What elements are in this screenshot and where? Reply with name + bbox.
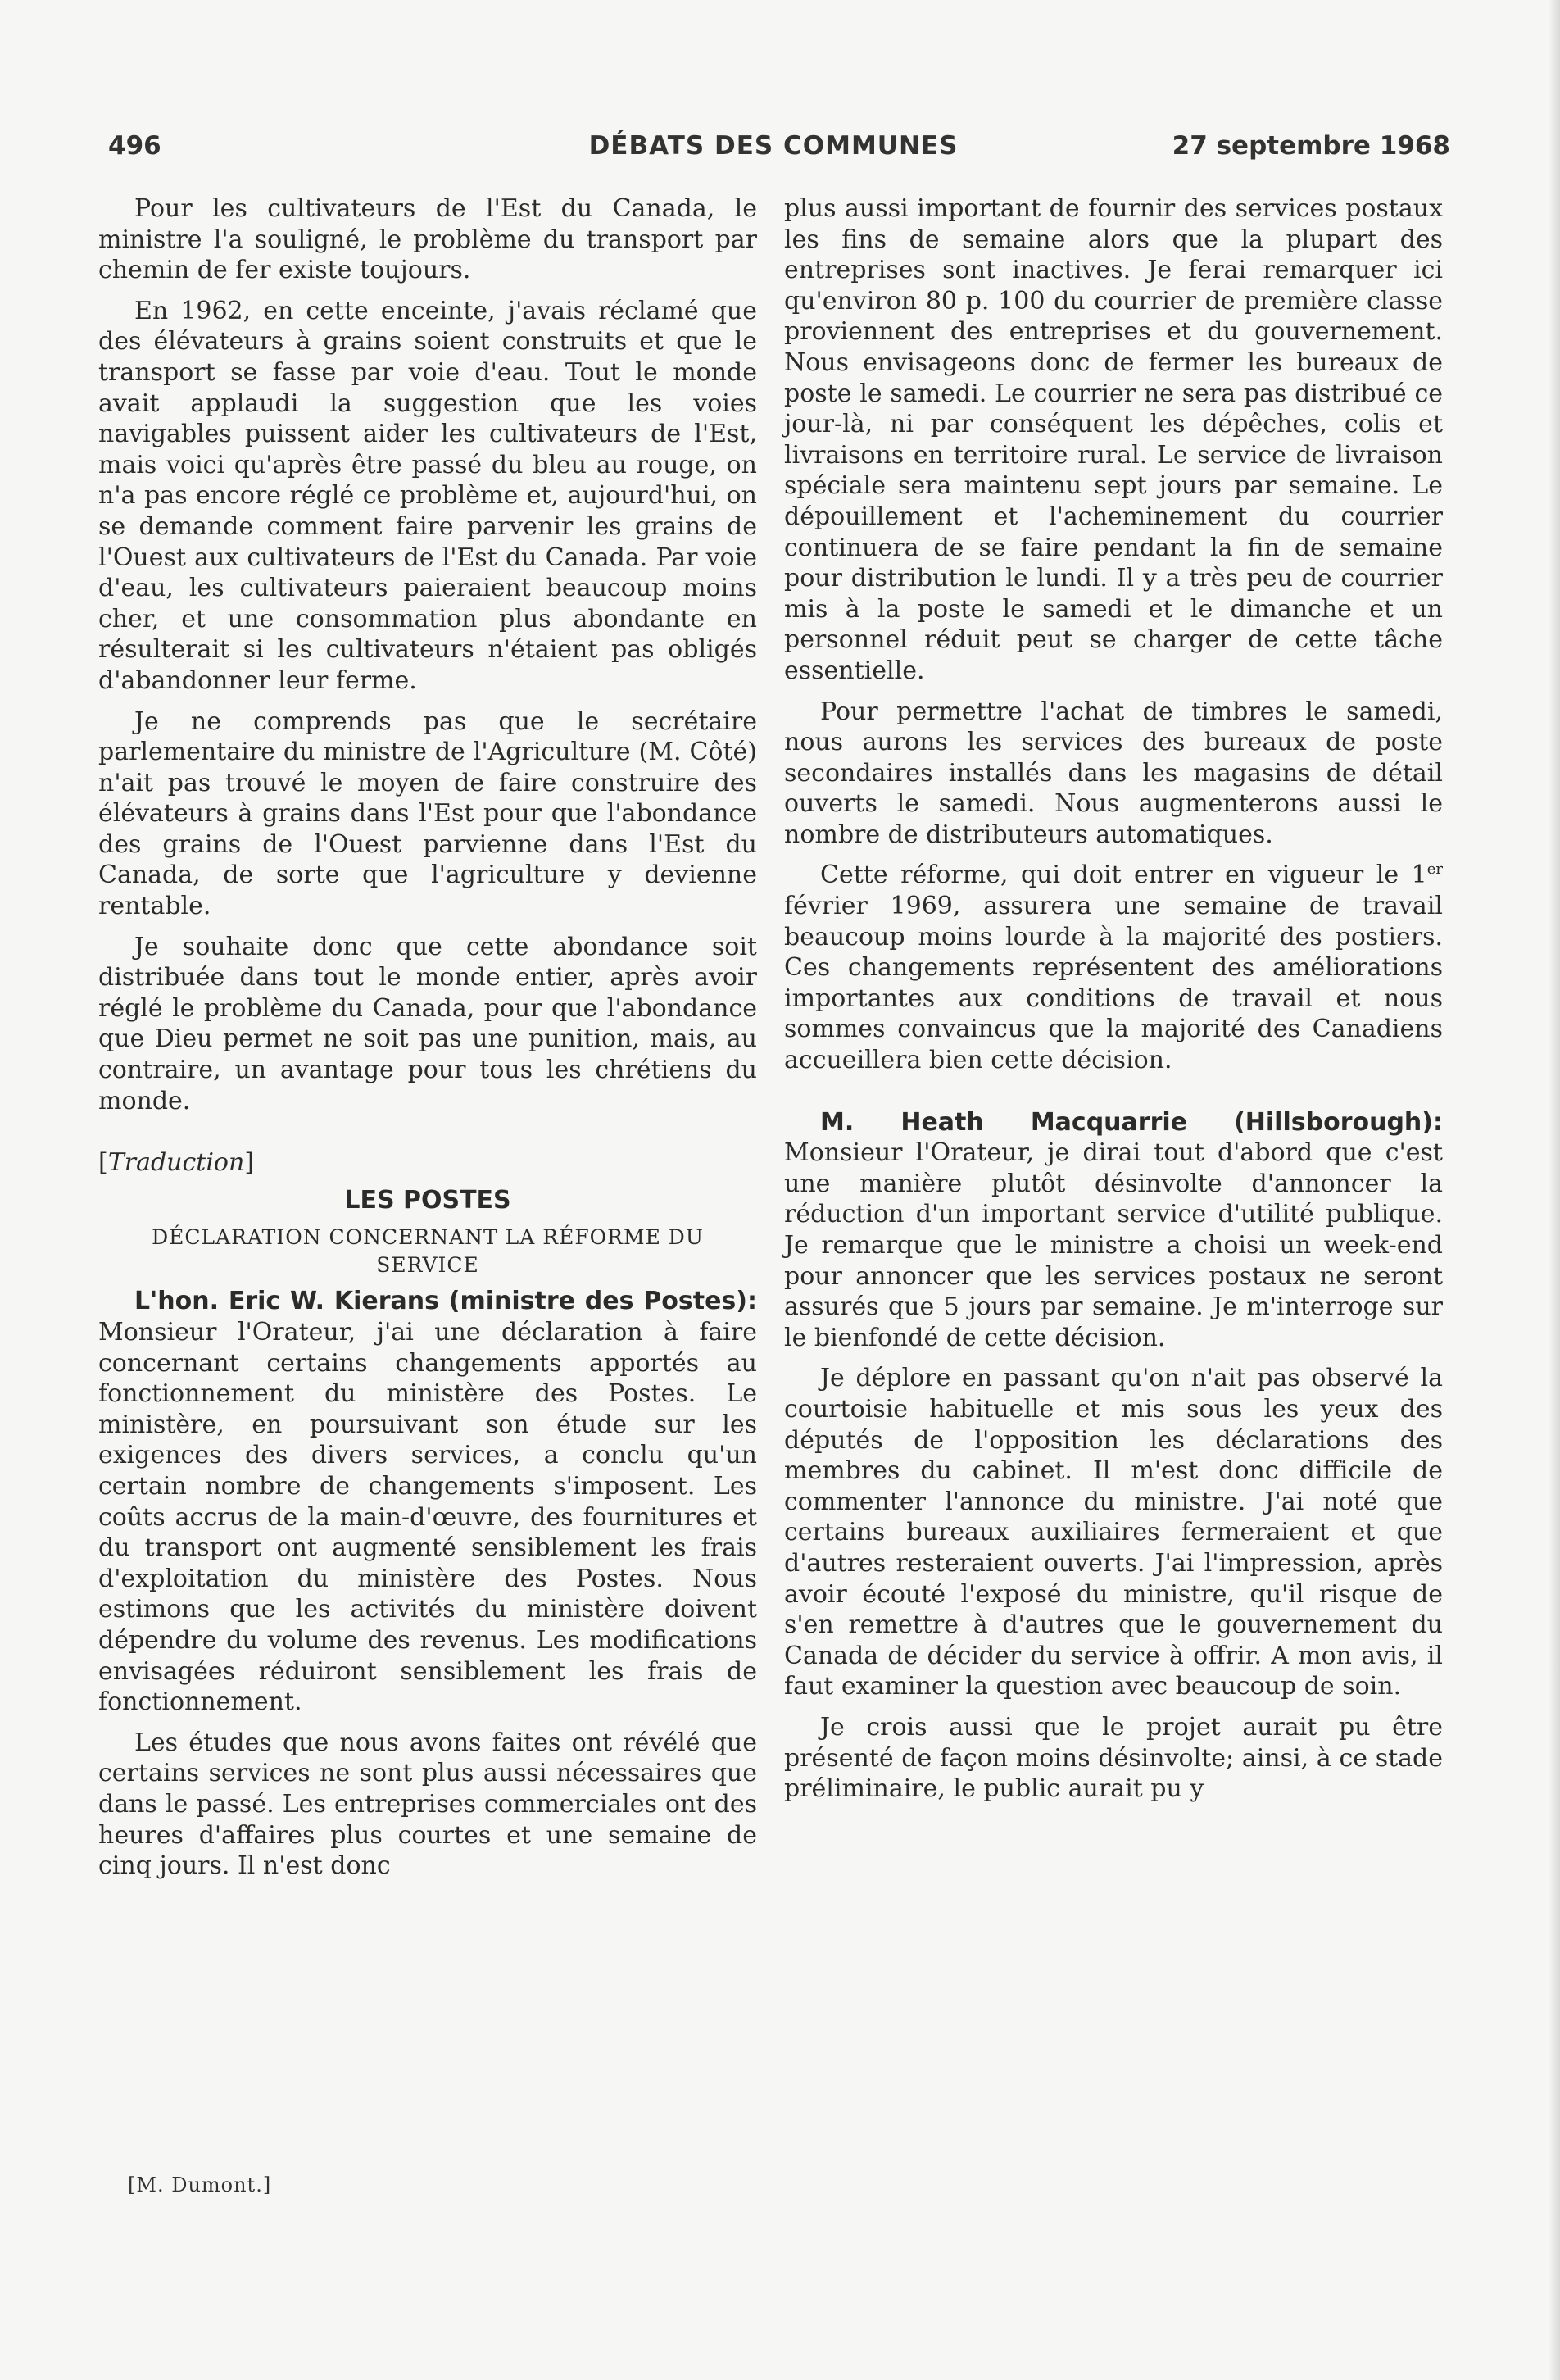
- paragraph-text: février 1969, assurera une semaine de travail beaucoup moins lourde à la majorité des postiers. Ces changements représentent des améliorations importantes aux conditions de travail et nous sommes convaincus que la majorité des Canadiens accueillera bien cette décision.: [784, 892, 1443, 1075]
- paragraph: Je souhaite donc que cette abondance soit distribuée dans tout le monde entier, après avoir réglé le problème du Canada, pour que l'abondance que Dieu permet ne soit pas une punition, mais, au contraire, un avantage pour tous les chrétiens du monde.: [98, 932, 757, 1115]
- paragraph: En 1962, en cette enceinte, j'avais réclamé que des élévateurs à grains soient construits et que le transport se fasse par voie d'eau. Tout le monde avait applaudi la suggestion que les voies navigables puissent aider les cultivateurs de l'Est, mais voici qu'après être passé du bleu au rouge, on n'a pas encore réglé ce problème et, aujourd'hui, on se demande comment faire parvenir les grains de l'Ouest aux cultivateurs de l'Est du Canada. Par voie d'eau, les cultivateurs paieraient beaucoup moins cher, et une consommation plus abondante en résulterait si les cultivateurs n'étaient pas obligés d'abandonner leur ferme.: [98, 296, 757, 695]
- speaker-name: L'hon. Eric W. Kierans (ministre des Postes):: [134, 1287, 757, 1316]
- right-column: [784, 193, 1443, 1805]
- paragraph: Je crois aussi que le projet aurait pu être présenté de façon moins désinvolte; ainsi, à ce stade préliminaire, le public aurait pu y: [784, 1712, 1443, 1804]
- page-edge-shadow: [1549, 0, 1560, 2380]
- page-number: 496: [108, 131, 161, 161]
- translation-marker: [Traduction]: [98, 1148, 255, 1178]
- paragraph: [784, 860, 1443, 1075]
- speech-paragraph: [98, 1286, 757, 1717]
- speaker-name: M. Heath Macquarrie (Hillsborough):: [820, 1107, 1443, 1137]
- page-header: [97, 131, 1450, 172]
- superscript: er: [1426, 861, 1443, 879]
- paragraph: Pour permettre l'achat de timbres le samedi, nous aurons les services des bureaux de poste secondaires installés dans les magasins de détail ouverts le samedi. Nous augmenterons aussi le nombre de distributeurs automatiques.: [784, 697, 1443, 849]
- section-subheading: DÉCLARATION CONCERNANT LA RÉFORME DU SERVICE: [152, 1225, 704, 1278]
- paragraph: Je ne comprends pas que le secrétaire parlementaire du ministre de l'Agriculture (M. Côté) n'ait pas trouvé le moyen de faire construire des élévateurs à grains dans l'Est pour que l'abondance des grains de l'Ouest parvienne dans l'Est du Canada, de sorte que l'agriculture y devienne rentable.: [98, 706, 757, 921]
- speech-text: Monsieur l'Orateur, je dirai tout d'abord que c'est une manière plutôt désinvolte d'annoncer la réduction d'un important service d'utilité publique. Je remarque que le ministre a choisi un week-end pour annoncer que les services postaux ne seront assurés que 5 jours par semaine. Je m'interroge sur le bienfondé de cette décision.: [784, 1138, 1443, 1352]
- publication-date: 27 septembre 1968: [1172, 131, 1450, 161]
- speech-paragraph: [784, 1107, 1443, 1354]
- speaker-footnote: [M. Dumont.]: [128, 2173, 272, 2196]
- left-column: [98, 193, 757, 1882]
- section-heading: LES POSTES: [344, 1185, 511, 1215]
- paragraph: plus aussi important de fournir des services postaux les fins de semaine alors que la plupart des entreprises sont inactives. Je ferai remarquer ici qu'environ 80 p. 100 du courrier de première classe proviennent des entreprises et du gouvernement. Nous envisageons donc de fermer les bureaux de poste le samedi. Le courrier ne sera pas distribué ce jour-là, ni par conséquent les dépêches, colis et livraisons en territoire rural. Le service de livraison spéciale sera maintenu sept jours par semaine. Le dépouillement et l'acheminement du courrier continuera de se faire pendant la fin de semaine pour distribution le lundi. Il y a très peu de courrier mis à la poste le samedi et le dimanche et un personnel réduit peut se charger de cette tâche essentielle.: [784, 194, 1443, 685]
- paragraph: Les études que nous avons faites ont révélé que certains services ne sont plus aussi nécessaires que dans le passé. Les entreprises commerciales ont des heures d'affaires plus courtes et une semaine de cinq jours. Il n'est donc: [98, 1728, 757, 1881]
- paragraph: Je déplore en passant qu'on n'ait pas observé la courtoisie habituelle et mis sous les yeux des députés de l'opposition les déclarations des membres du cabinet. Il m'est donc difficile de commenter l'annonce du ministre. J'ai noté que certains bureaux auxiliaires fermeraient et que d'autres resteraient ouverts. J'ai l'impression, après avoir écouté l'exposé du ministre, qu'il risque de s'en remettre à d'autres que le gouvernement du Canada de décider du service à offrir. A mon avis, il faut examiner la question avec beaucoup de soin.: [784, 1364, 1443, 1701]
- speech-text: Monsieur l'Orateur, j'ai une déclaration à faire concernant certains changements apportés au fonctionnement du ministère des Postes. Le ministère, en poursuivant son étude sur les exigences des divers services, a conclu qu'un certain nombre de changements s'imposent. Les coûts accrus de la main-d'œuvre, des fournitures et du transport ont augmenté sensiblement les frais d'exploitation du ministère des Postes. Nous estimons que les activités du ministère doivent dépendre du volume des revenus. Les modifications envisagées réduiront sensiblement les frais de fonctionnement.: [98, 1318, 757, 1717]
- paragraph-text: Cette réforme, qui doit entrer en vigueur le 1: [820, 861, 1427, 890]
- translation-label: Traduction: [107, 1148, 245, 1178]
- publication-title: DÉBATS DES COMMUNES: [588, 131, 959, 161]
- paragraph: Pour les cultivateurs de l'Est du Canada, le ministre l'a souligné, le problème du transport par chemin de fer existe toujours.: [98, 194, 757, 285]
